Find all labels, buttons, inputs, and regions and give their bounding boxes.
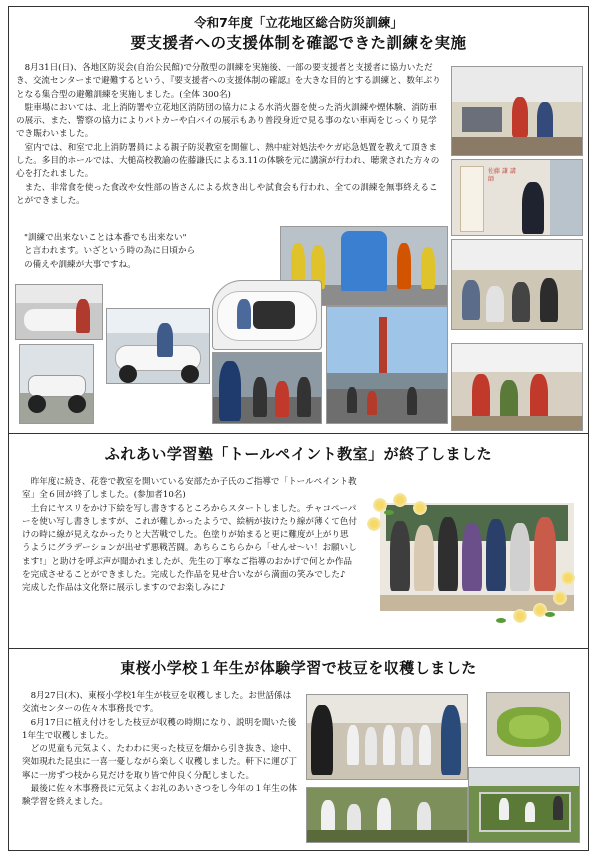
section1-subtitle: 令和7年度「立花地区総合防災訓練」: [194, 15, 403, 30]
section-divider: [8, 648, 589, 649]
lecture-sign-text: 佐藤 謙 講師: [488, 168, 516, 183]
section1-header: [0, 14, 597, 54]
section2-paragraph: 昨年度に続き、花巻で教室を開いている安部たか子氏のご指導で「トールペイント教室」全６回が終了しました。(参加者10名): [22, 477, 357, 501]
photo-school-field: [468, 767, 580, 843]
leaf-decoration: [496, 618, 506, 623]
photo-motorcycle: [19, 344, 94, 424]
photo-white-bike-ride: [106, 308, 210, 384]
section3-paragraph: 8月27日(木)、東桜小学校1年生が枝豆を収穫しました。お世話係は交流センターの佐々木事務長です。: [22, 691, 292, 715]
quote-line: と言われます。いざという時の為に日頃から: [24, 246, 196, 257]
section3-paragraph: 最後に佐々木事務長に元気よくお礼のあいさつをし今年の１年生の体験学習を終えました。: [22, 784, 298, 808]
photo-harvest-field: [306, 787, 468, 843]
leaf-decoration: [384, 510, 394, 515]
photo-tole-painting-group: [380, 503, 574, 611]
section3-title: 東桜小学校１年生が体験学習で枝豆を収穫しました: [120, 659, 477, 677]
flower-decoration: [412, 500, 428, 516]
quote-line: の備えや訓練が大事ですね。: [24, 259, 136, 270]
section1-paragraph: また、非常食を使った食改や女性部の皆さんによる炊き出しや試食会も行われ、全ての訓練を無事終えることができました。: [16, 182, 438, 206]
lecture-sign: [460, 166, 484, 232]
section1-paragraph: 室内では、和室で北上消防署員による親子防災教室を開催し、熱中症対処法やケガ応急処置を教えて頂きました。多目的ホールでは、大槌高校教諭の佐藤謙氏による3.11の体験を元に講演が行われ、聴衆された方々の心を打たれました。: [16, 142, 440, 180]
section3-paragraph: 6月17日に植え付けをした枝豆が収穫の時期になり、説明を聞いた後1年生で収穫しました。: [22, 717, 297, 741]
section2-article: [22, 476, 357, 596]
section2-paragraph: 完成した作品は文化祭に展示しますのでお楽しみに♪: [22, 583, 226, 594]
flower-decoration: [366, 516, 382, 532]
section2-paragraph: 土台にヤスリをかけ下絵を写し書きするところからスタートしました。チャコペーパーを使い写し書きしますが、これが難しかったようで、絵柄が抜けたり線が薄くて色付けの時に線が見えなかったりと大苦戦でした。色塗りが始まると更に難度が上がり思うようにグラデーションが出せず悪戦苦闘。あちらこちらから「せんせ～い！お願いします!」と助けを呼ぶ声が聞かれましたが、先生の丁寧なご指導のおかげで何とか作品を完成させることができました。完成した作品を見せ合いながら満面の笑みでした♪: [22, 503, 357, 581]
section1-paragraph: 駐車場においては、北上消防署や立花地区消防団の協力による水消火器を使った消火訓練や煙体験、消防車の展示、また、警察の協力によりパトカーや白バイの展示もあり普段身近で見る事のない車両をじっくり見学でき賑わいました。: [16, 102, 438, 140]
photo-children-explanation: [306, 694, 468, 780]
photo-first-aid-class: [451, 239, 583, 330]
flower-decoration: [392, 492, 408, 508]
section1-title: 要支援者への支援体制を確認できた訓練を実施: [130, 34, 467, 52]
photo-tasting-session: [451, 343, 583, 431]
photo-office-room: [451, 66, 583, 156]
section1-quote: [24, 232, 274, 272]
photo-patrol-car: [212, 280, 322, 350]
section3-article: [22, 690, 297, 810]
photo-edamame-pods: [486, 692, 570, 756]
section1-article: [16, 62, 444, 208]
smoke-tent: [341, 231, 387, 291]
flower-decoration: [560, 570, 576, 586]
photo-lecture-speaker: [451, 159, 583, 236]
flower-decoration: [512, 608, 528, 624]
section2-title: ふれあい学習塾「トールペイント教室」が終了しました: [104, 445, 493, 463]
photo-fire-tower: [326, 306, 448, 424]
flower-decoration: [552, 590, 568, 606]
section1-paragraph: 8月31日(日)、各地区防災会(自治公民館)で分散型の訓練を実施後、一部の要支援者と支援者に協力いただき、交流センターまで避難するという、『要支援者への支援体制の確認』を大きな目的とする訓練と、数年ぶりとなる集合型の避難訓練を実施しました。(全体 300名): [16, 63, 441, 100]
photo-extinguisher-training: [212, 352, 322, 424]
photo-police-bike: [15, 284, 103, 340]
section3-paragraph: どの児童も元気よく、たわわに実った枝豆を畑から引き抜き、途中、突如現れた昆虫に一喜一憂しながら楽しく収穫しました。軒下に運び丁寧に一房ずつ枝から見だけを取り皆で仲良く分配しました。: [22, 744, 298, 781]
quote-line: "訓練で出来ないことは本番でも出来ない": [24, 233, 187, 243]
section-divider: [8, 433, 589, 434]
leaf-decoration: [545, 612, 555, 617]
